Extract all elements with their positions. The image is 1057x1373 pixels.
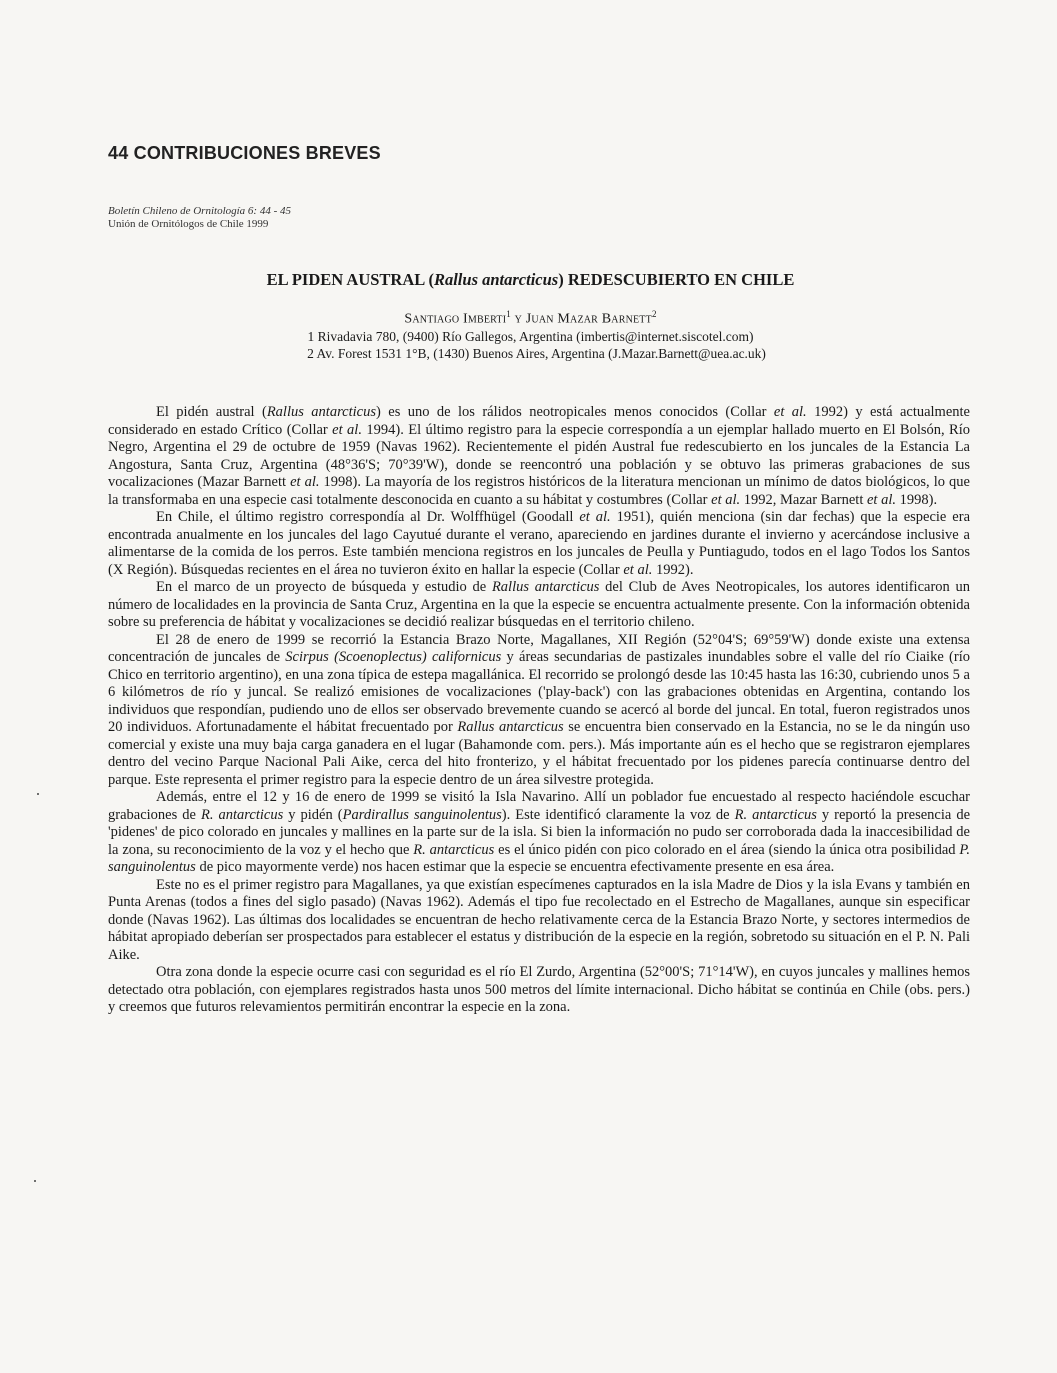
italic-text: et al. [332,421,362,438]
text-run: ) es uno de los rálidos neotropicales menos conocidos (Collar [376,404,774,420]
text-run: El 28 de enero de 1999 se recorrió la Estancia Brazo Norte, Magallanes, XII Región (52°04'S; 69°59'W) donde existe una extensa concentración de juncales de [108,631,970,665]
title-species: Rallus antarcticus [433,270,559,289]
author-2-sup: 2 [651,309,657,319]
paragraph [108,877,970,965]
italic-text: P. sanguinolentus [108,841,970,875]
title-post: ) REDESCUBIERTO EN CHILE [558,270,795,289]
text-run: se encuentra bien conservado en la Estancia, no se le da ningún uso comercial y existe una muy baja carga ganadera en el lugar (Bahamonde com. pers.). Más importante aún es el hecho que se registraron ejemplares dentro del vecino Parque Nacional Pali Aike, cerca del hito fronterizo, y el hábitat frecuentado por los pidenes parecía continuarse dentro del parque. Este representa el primer registro para la especie dentro de un área silvestre protegida. [108,719,970,788]
paragraph [108,509,970,579]
text-run: y áreas secundarias de pastizales inundables sobre el valle del río Ciaike (río Chico en territorio argentino), en una zona típica de estepa magallánica. El recorrido se prolongó desde las 10:45 hasta las 16:30, cubriendo unos 5 a 6 kilómetros de río y juncal. Se realizó emisiones de vocalizaciones ('play-back') con las grabaciones obtenidas en Argentina, contando los individuos que respondían, pudiendo uno de ellos ser observado brevemente cuando se acercó al borde del juncal. En total, fueron registrados unos 20 individuos. Afortunadamente el hábitat frecuentado por [108,649,970,735]
text-run: de pico mayormente verde) nos hacen estimar que la especie se encuentra efectivamente presente en esa área. [195,859,835,875]
text-run: 1998). [895,491,938,508]
paragraph [108,632,970,790]
paragraph [108,964,970,1017]
author-1-sup: 1 [506,309,511,319]
paragraph [108,789,970,877]
scan-speck [34,1180,36,1182]
italic-text: Pardirallus sanguinolentus [342,806,502,823]
page-header: 44 CONTRIBUCIONES BREVES [108,143,381,163]
paragraph [108,404,970,509]
text-run: del Club de Aves Neotropicales, los autores identificaron un número de localidades en la provincia de Santa Cruz, Argentina en la que la especie se encuentra actualmente presente. Con la información obtenida sobre su preferencia de hábitat y vocalizaciones se decidió realizar búsquedas en el territorio chileno. [108,579,971,630]
italic-text: R. antarcticus [413,841,495,858]
text-run: y reportó la presencia de 'pidenes' de pico colorado en juncales y mallines en la parte sur de la isla. Si bien la información no pudo ser corroborada dada la inaccesibilidad de la zona, su reconocimiento de la voz y el hecho que [108,806,971,858]
italic-text: et al. [773,404,807,420]
text-run: es el único pidén con pico colorado en el área (siendo la única otra posibilidad [494,841,960,858]
text-run: 1992, Mazar Barnett [740,491,867,508]
article-title [108,270,953,290]
article-body [108,404,970,1017]
italic-text: Scirpus (Scoenoplectus) californicus [285,649,502,665]
affiliation-2: 2 Av. Forest 1531 1°B, (1430) Buenos Aires, Argentina (J.Mazar.Barnett@uea.ac.uk) [307,346,766,361]
text-run: En el marco de un proyecto de búsqueda y estudio de [156,579,492,595]
text-run: 1992). [652,561,694,578]
text-run: En Chile, el último registro correspondía al Dr. Wolffhügel (Goodall [156,509,580,525]
scan-speck [37,793,39,795]
text-run: Otra zona donde la especie ocurre casi con seguridad es el río El Zurdo, Argentina (52°00'S; 71°14'W), en cuyos juncales y mallines hemos detectado otra población, con ejemplares registrados hasta unos 500 metros del límite internacional. Dicho hábitat se continúa en Chile (obs. pers.) y creemos que futuros relevamientos permitirán encontrar la especie en la zona. [108,964,970,1015]
italic-text: R. antarcticus [734,806,817,823]
italic-text: et al. [711,491,741,508]
italic-text: et al. [579,509,611,525]
italic-text: et al. [866,491,896,508]
italic-text: et al. [623,561,653,578]
journal-citation [108,205,291,231]
text-run: Este no es el primer registro para Magallanes, ya que existían especímenes capturados en la isla Madre de Dios y la isla Evans y también en Punta Arenas (todos a fines del siglo pasado) (Navas 1962). Además el tipo fue recolectado en el Estrecho de Magallanes, aunque sin especificar donde (Navas 1962). Las últimas dos localidades se encuentran de hecho relativamente cerca de la Estancia Brazo Norte, y sectores intermedios de hábitat apropiado deberían ser prospectados para establecer el estatus y distribución de la especie en la región, sobretodo su situación en el P. N. Pali Aike. [108,876,970,963]
journal-publisher: Unión de Ornitólogos de Chile 1999 [108,218,269,230]
affiliation-1: 1 Rivadavia 780, (9400) Río Gallegos, Argentina (imbertis@internet.siscotel.com) [307,329,754,344]
italic-text: Rallus antarcticus [457,719,564,735]
journal-name: Boletín Chileno de Ornitología 6: 44 - 45 [108,205,292,217]
text-run: Además, entre el 12 y 16 de enero de 1999 se visitó la Isla Navarino. Allí un poblador fue encuestado al respecto haciéndole escuchar grabaciones de [108,789,970,823]
italic-text: Rallus antarcticus [491,579,600,595]
italic-text: et al. [290,474,320,490]
text-run: El pidén austral ( [156,404,267,420]
title-pre: EL PIDEN AUSTRAL ( [266,270,434,289]
text-run: 1951), quién menciona (sin dar fechas) que la especie era encontrada anualmente en los juncales del lago Cayutué durante el verano, apareciendo en jardines durante el invierno y acercándose inclusive a alimentarse de la comida de los perros. Este también menciona registros en los juncales de Peulla y Puntiagudo, todos en el lago Todos los Santos (X Región). Búsquedas recientes en el área no tuvieron éxito en hallar la especie (Collar [108,509,971,578]
paragraph [108,579,970,632]
author-conjunction: y [510,311,526,327]
text-run: 1998). La mayoría de los registros históricos de la literatura mencionan un mínimo de datos biológicos, lo que la transformaba en una especie casi totalmente desconocida en cuanto a su hábitat y costumbres (Collar [108,474,970,508]
text-run: 1992) y está actualmente considerado en estado Crítico (Collar [108,404,970,438]
italic-text: R. antarcticus [201,806,284,823]
author-2: Juan Mazar Barnett [525,311,652,327]
author-1: Santiago Imberti [404,311,507,327]
italic-text: Rallus antarcticus [266,404,377,420]
text-run: 1994). El último registro para la especie correspondía a un ejemplar hallado muerto en El Bolsón, Río Negro, Argentina el 29 de octubre de 1959 (Navas 1962). Recientemente el pidén Austral fue redescubierto en los juncales de la Estancia La Angostura, Santa Cruz, Argentina (48°36'S; 70°39'W), donde se reencontró una población y se obtuvo las primeras grabaciones de sus vocalizaciones (Mazar Barnett [108,421,970,490]
text-run: y pidén ( [283,806,343,823]
text-run: ). Este identificó claramente la voz de [501,806,735,823]
authors-line [108,309,953,328]
